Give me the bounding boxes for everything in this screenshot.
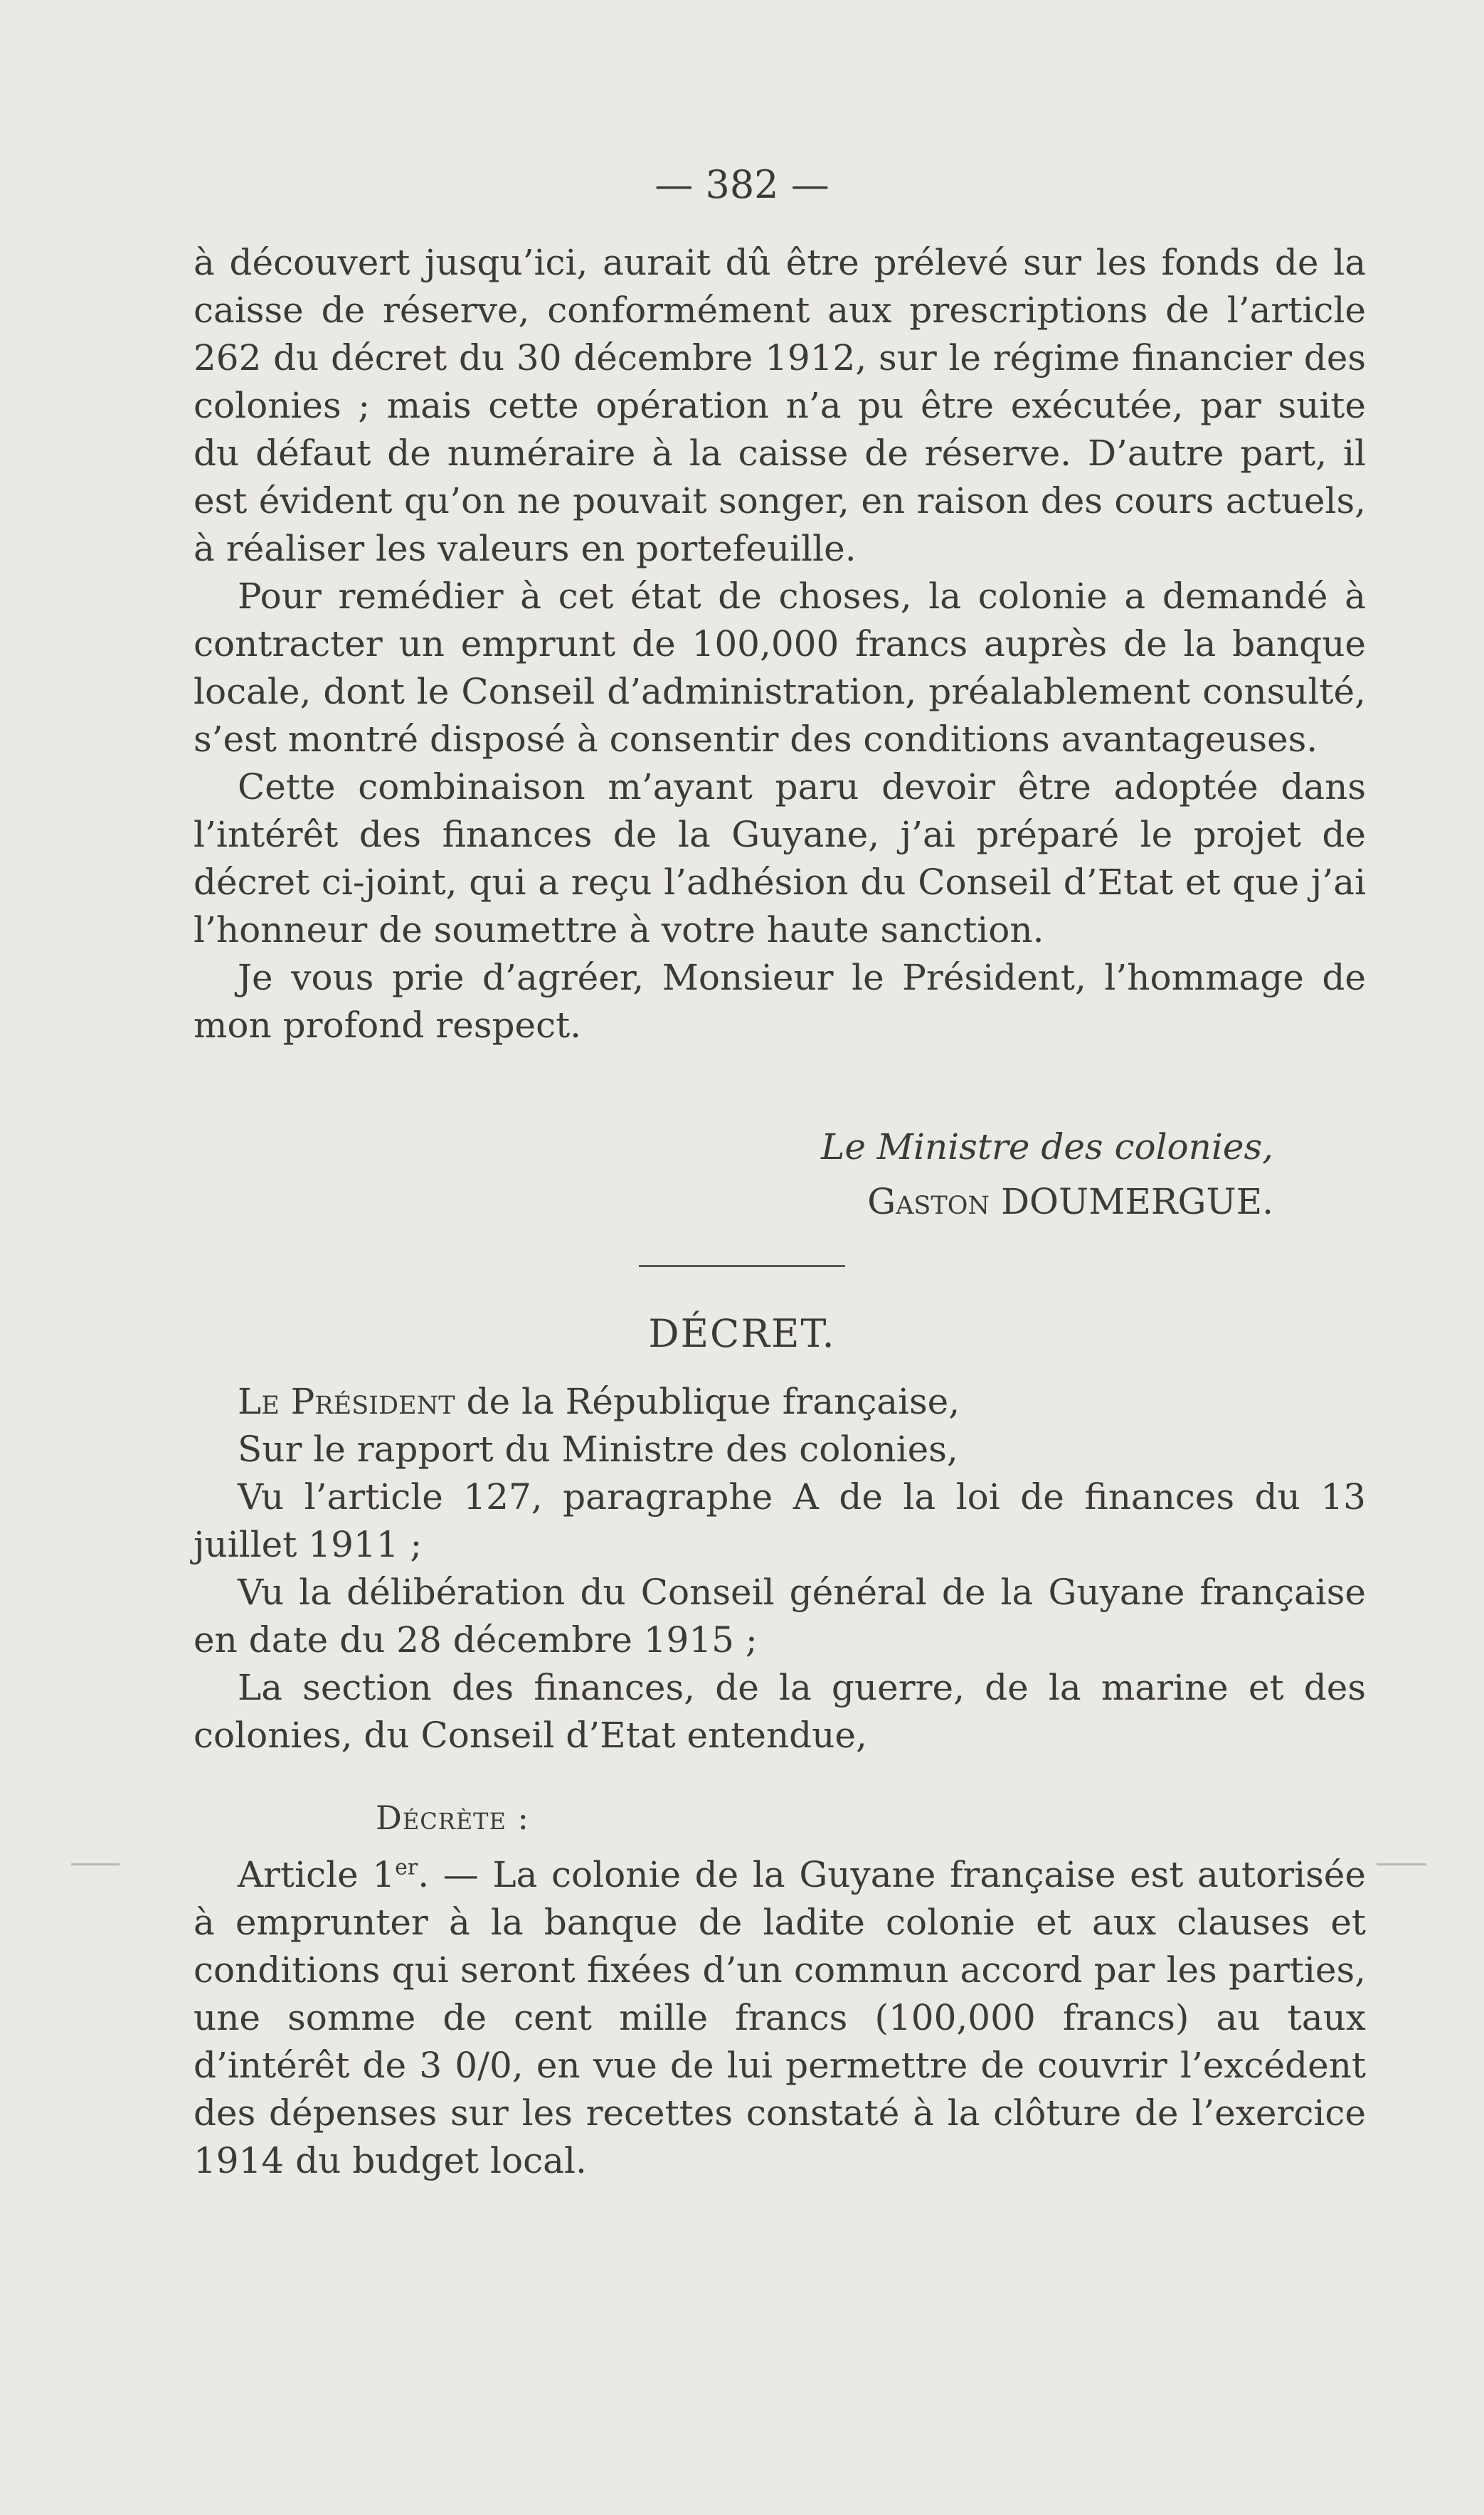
decrete-label: Décrète : [376,1799,530,1837]
margin-mark-left [71,1863,120,1865]
article-text: . — La colonie de la Guyane française est autorisée à emprunter à la banque de ladite colonie et aux clauses et conditions qui seront fixées d’un commun accord par les parties, une somme de cent mille francs (100,000 francs) au taux d’intérêt de 3 0/0, en vue de lui permettre de couvrir l’excédent des dépenses sur les recettes constaté à la clôture de l’exercice 1914 du budget local. [194,1854,1366,2181]
report-body [194,239,1366,1049]
president-rest: de la République française, [455,1381,960,1422]
recital-report: Sur le rapport du Ministre des colonies, [238,1429,958,1470]
article-sup: er [395,1855,418,1880]
separator-rule [639,1265,845,1267]
signature-first-name: Gaston [867,1181,990,1222]
margin-mark-right [1377,1863,1426,1865]
paragraph-closing: Je vous prie d’agréer, Monsieur le Président, l’hommage de mon profond respect. [194,957,1366,1046]
paragraph-combination: Cette combinaison m’ayant paru devoir être adoptée dans l’intérêt des finances de la Guyane, j’ai préparé le projet de décret ci-joint, qui a reçu l’adhésion du Conseil d’Etat et que j’ai l’honneur de soumettre à votre haute sanction. [194,766,1366,951]
signature-last-name: DOUMERGUE. [1000,1181,1273,1222]
article-one-paragraph [194,1851,1366,2185]
paragraph-continued: à découvert jusqu’ici, aurait dû être prélevé sur les fonds de la caisse de réserve, conformément aux prescriptions de l’article 262 du décret du 30 décembre 1912, sur le régime financier des colonies ; mais cette opération n’a pu être exécutée, par suite du défaut de numéraire à la caisse de réserve. D’autre part, il est évident qu’on ne pouvait songer, en raison des cours actuels, à réaliser les valeurs en portefeuille. [194,242,1366,569]
article-prefix: Article 1 [238,1854,396,1895]
decree-recitals [194,1378,1366,1759]
page-number: — 382 — [654,162,830,207]
president-smallcaps: Le Président [238,1381,455,1422]
decree-heading: DÉCRET. [648,1311,836,1356]
signature-title: Le Ministre des colonies, [821,1126,1273,1168]
signature-name [0,1181,1273,1222]
recital-article-127: Vu l’article 127, paragraphe A de la loi de finances du 13 juillet 1911 ; [194,1476,1366,1565]
president-line [194,1378,1366,1426]
recital-conseil-etat: La section des finances, de la guerre, de la marine et des colonies, du Conseil d’Etat entendue, [194,1667,1366,1756]
article-one [194,1851,1366,2185]
recital-deliberation: Vu la délibération du Conseil général de la Guyane française en date du 28 décembre 1915 ; [194,1572,1366,1661]
paragraph-remedy: Pour remédier à cet état de choses, la colonie a demandé à contracter un emprunt de 100,000 francs auprès de la banque locale, dont le Conseil d’administration, préalablement consulté, s’est montré disposé à consentir des conditions avantageuses. [194,576,1366,760]
